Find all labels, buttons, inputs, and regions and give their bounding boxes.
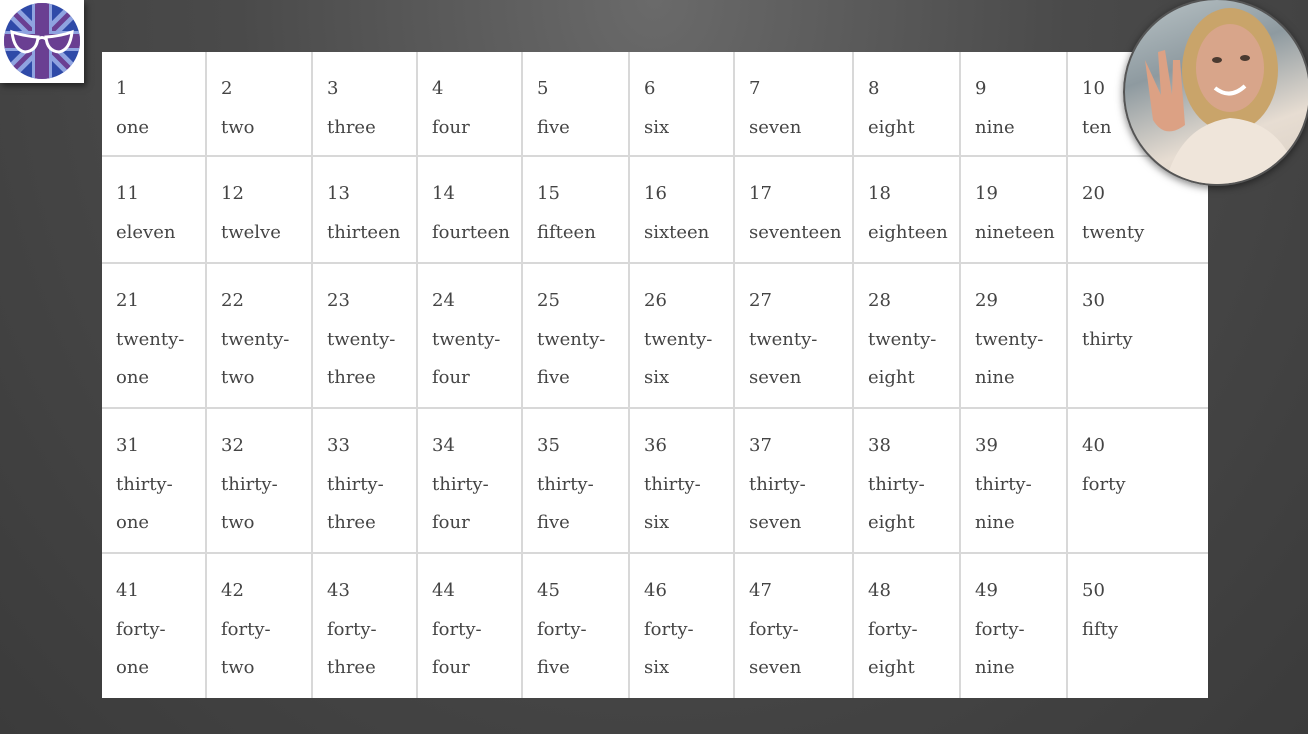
number-cell bbox=[207, 157, 313, 264]
number-word: forty-four bbox=[432, 618, 482, 678]
number-cell bbox=[961, 52, 1068, 157]
union-jack-glasses-logo-icon bbox=[3, 2, 81, 80]
number-digit: 39 bbox=[975, 435, 998, 456]
number-word: eighteen bbox=[868, 221, 948, 243]
number-cell bbox=[854, 157, 961, 264]
number-word: twenty bbox=[1082, 221, 1145, 243]
number-cell bbox=[523, 264, 630, 409]
number-word: ten bbox=[1082, 116, 1112, 138]
number-cell bbox=[313, 52, 418, 157]
number-word: forty-three bbox=[327, 618, 377, 678]
number-word: seventeen bbox=[749, 221, 842, 243]
number-word: sixteen bbox=[644, 221, 710, 243]
number-digit: 24 bbox=[432, 290, 455, 311]
number-word: forty-two bbox=[221, 618, 271, 678]
number-cell bbox=[630, 157, 735, 264]
number-digit: 47 bbox=[749, 580, 772, 601]
number-digit: 48 bbox=[868, 580, 891, 601]
number-cell bbox=[1068, 409, 1208, 554]
number-word: fifty bbox=[1082, 618, 1119, 640]
number-digit: 32 bbox=[221, 435, 244, 456]
number-digit: 7 bbox=[749, 78, 761, 99]
number-word: thirty-nine bbox=[975, 473, 1032, 533]
number-cell bbox=[102, 157, 207, 264]
number-digit: 8 bbox=[868, 78, 880, 99]
number-digit: 44 bbox=[432, 580, 455, 601]
number-cell bbox=[854, 554, 961, 698]
number-word: twelve bbox=[221, 221, 281, 243]
number-cell bbox=[735, 409, 854, 554]
number-word: thirty-three bbox=[327, 473, 384, 533]
number-word: thirty-eight bbox=[868, 473, 925, 533]
number-word: twenty-five bbox=[537, 328, 606, 388]
number-cell bbox=[630, 409, 735, 554]
number-cell bbox=[523, 409, 630, 554]
number-cell bbox=[418, 264, 523, 409]
number-cell bbox=[418, 52, 523, 157]
number-word: three bbox=[327, 116, 376, 138]
number-digit: 42 bbox=[221, 580, 244, 601]
number-word: one bbox=[116, 116, 150, 138]
number-cell bbox=[523, 554, 630, 698]
number-word: twenty-six bbox=[644, 328, 713, 388]
number-cell bbox=[313, 409, 418, 554]
number-word: thirty-five bbox=[537, 473, 594, 533]
number-digit: 34 bbox=[432, 435, 455, 456]
number-digit: 10 bbox=[1082, 78, 1105, 99]
number-digit: 23 bbox=[327, 290, 350, 311]
number-digit: 43 bbox=[327, 580, 350, 601]
number-cell bbox=[961, 409, 1068, 554]
number-cell bbox=[735, 554, 854, 698]
number-digit: 15 bbox=[537, 183, 560, 204]
number-word: seven bbox=[749, 116, 802, 138]
number-cell bbox=[735, 157, 854, 264]
number-cell bbox=[854, 409, 961, 554]
number-digit: 46 bbox=[644, 580, 667, 601]
number-cell bbox=[207, 264, 313, 409]
number-cell bbox=[313, 264, 418, 409]
number-cell bbox=[854, 52, 961, 157]
number-word: five bbox=[537, 116, 570, 138]
number-word: twenty-three bbox=[327, 328, 396, 388]
number-cell bbox=[1068, 264, 1208, 409]
number-cell bbox=[207, 52, 313, 157]
number-digit: 14 bbox=[432, 183, 455, 204]
number-digit: 20 bbox=[1082, 183, 1105, 204]
number-cell bbox=[523, 52, 630, 157]
number-digit: 41 bbox=[116, 580, 139, 601]
number-word: forty bbox=[1082, 473, 1126, 495]
number-digit: 40 bbox=[1082, 435, 1105, 456]
number-word: twenty-four bbox=[432, 328, 501, 388]
number-cell bbox=[630, 554, 735, 698]
number-digit: 5 bbox=[537, 78, 549, 99]
number-digit: 50 bbox=[1082, 580, 1105, 601]
number-cell bbox=[630, 52, 735, 157]
number-digit: 28 bbox=[868, 290, 891, 311]
number-digit: 33 bbox=[327, 435, 350, 456]
number-digit: 29 bbox=[975, 290, 998, 311]
number-cell bbox=[313, 554, 418, 698]
number-cell bbox=[961, 554, 1068, 698]
number-cell bbox=[418, 157, 523, 264]
number-digit: 45 bbox=[537, 580, 560, 601]
number-cell bbox=[207, 409, 313, 554]
number-word: thirty bbox=[1082, 328, 1133, 350]
number-digit: 17 bbox=[749, 183, 772, 204]
number-digit: 30 bbox=[1082, 290, 1105, 311]
number-word: forty-six bbox=[644, 618, 694, 678]
number-digit: 35 bbox=[537, 435, 560, 456]
number-digit: 18 bbox=[868, 183, 891, 204]
number-word: nine bbox=[975, 116, 1015, 138]
number-cell bbox=[313, 157, 418, 264]
number-digit: 49 bbox=[975, 580, 998, 601]
number-digit: 31 bbox=[116, 435, 139, 456]
number-digit: 25 bbox=[537, 290, 560, 311]
number-word: twenty-one bbox=[116, 328, 185, 388]
number-cell bbox=[961, 157, 1068, 264]
number-cell bbox=[418, 409, 523, 554]
number-word: thirty-four bbox=[432, 473, 489, 533]
number-cell bbox=[735, 264, 854, 409]
number-word: forty-nine bbox=[975, 618, 1025, 678]
number-digit: 9 bbox=[975, 78, 987, 99]
number-word: eight bbox=[868, 116, 915, 138]
number-digit: 2 bbox=[221, 78, 233, 99]
number-digit: 22 bbox=[221, 290, 244, 311]
number-cell bbox=[102, 554, 207, 698]
number-cell bbox=[523, 157, 630, 264]
number-word: forty-eight bbox=[868, 618, 918, 678]
number-cell bbox=[630, 264, 735, 409]
numbers-table bbox=[102, 52, 1208, 698]
number-word: thirty-six bbox=[644, 473, 701, 533]
number-word: forty-seven bbox=[749, 618, 802, 678]
number-cell bbox=[1068, 554, 1208, 698]
number-digit: 13 bbox=[327, 183, 350, 204]
number-digit: 16 bbox=[644, 183, 667, 204]
number-cell bbox=[207, 554, 313, 698]
number-digit: 11 bbox=[116, 183, 139, 204]
number-word: fifteen bbox=[537, 221, 596, 243]
number-word: twenty-nine bbox=[975, 328, 1044, 388]
number-cell bbox=[961, 264, 1068, 409]
number-word: thirty-two bbox=[221, 473, 278, 533]
channel-logo bbox=[0, 0, 84, 83]
number-word: fourteen bbox=[432, 221, 510, 243]
number-word: thirteen bbox=[327, 221, 401, 243]
number-digit: 6 bbox=[644, 78, 656, 99]
number-cell bbox=[854, 264, 961, 409]
number-word: thirty-seven bbox=[749, 473, 806, 533]
number-digit: 4 bbox=[432, 78, 444, 99]
number-word: nineteen bbox=[975, 221, 1055, 243]
number-word: six bbox=[644, 116, 670, 138]
presenter-webcam bbox=[1123, 0, 1308, 186]
number-word: forty-five bbox=[537, 618, 587, 678]
presenter-webcam-icon bbox=[1125, 0, 1308, 184]
number-word: twenty-eight bbox=[868, 328, 937, 388]
number-digit: 19 bbox=[975, 183, 998, 204]
number-word: twenty-seven bbox=[749, 328, 818, 388]
number-cell bbox=[102, 409, 207, 554]
number-digit: 3 bbox=[327, 78, 339, 99]
number-digit: 21 bbox=[116, 290, 139, 311]
number-word: forty-one bbox=[116, 618, 166, 678]
number-cell bbox=[418, 554, 523, 698]
number-word: four bbox=[432, 116, 470, 138]
number-digit: 1 bbox=[116, 78, 128, 99]
number-digit: 27 bbox=[749, 290, 772, 311]
number-cell bbox=[102, 52, 207, 157]
number-word: eleven bbox=[116, 221, 176, 243]
number-digit: 26 bbox=[644, 290, 667, 311]
number-cell bbox=[735, 52, 854, 157]
number-word: twenty-two bbox=[221, 328, 290, 388]
number-word: thirty-one bbox=[116, 473, 173, 533]
number-cell bbox=[102, 264, 207, 409]
number-word: two bbox=[221, 116, 255, 138]
number-digit: 12 bbox=[221, 183, 244, 204]
number-digit: 37 bbox=[749, 435, 772, 456]
number-digit: 36 bbox=[644, 435, 667, 456]
number-digit: 38 bbox=[868, 435, 891, 456]
